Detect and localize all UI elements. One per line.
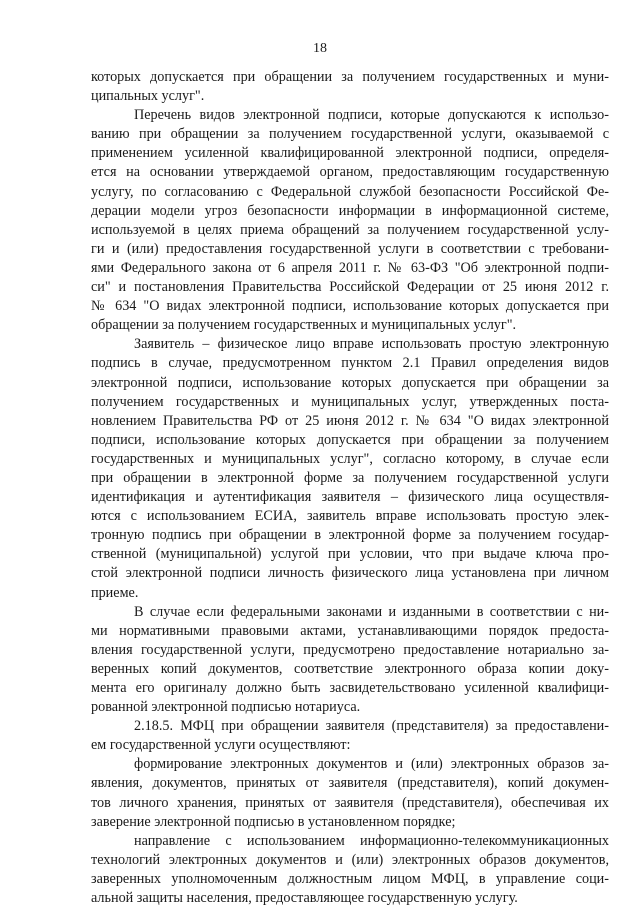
text-line: подписи, использование которых допускается при обращении за получением — [91, 431, 609, 448]
text-line: государственных и муниципальных услуг", согласно которому, в случае если — [91, 450, 609, 467]
text-line: ем государственной услуги осуществляют: — [91, 737, 351, 754]
text-line: технологий электронных документов и (или) электронных образов документов, — [91, 851, 609, 868]
text-line: тронную подпись при обращении в электронной форме за получением государ- — [91, 527, 609, 544]
text-line: подпись в случае, предусмотренном пунктом 2.1 Правил определения видов — [91, 355, 609, 372]
text-line: формирование электронных документов и (или) электронных образов за- — [134, 756, 609, 773]
text-line: ванию при обращении за получением государственной услуги, оказываемой с — [91, 126, 609, 143]
paragraph-sending-documents — [91, 832, 609, 908]
paragraph-notarized-copies — [91, 603, 609, 718]
text-line: приеме. — [91, 584, 139, 601]
text-line: ги и (или) предоставления государственной услуги в соответствии с требовани- — [91, 240, 609, 257]
paragraph-forming-documents — [91, 755, 609, 831]
text-line: си" и постановления Правительства Российской Федерации от 25 июня 2012 г. — [91, 279, 609, 296]
paragraph-simple-signature — [91, 335, 609, 602]
paragraph-continuation — [91, 68, 609, 106]
text-line: направление с использованием информационно-телекоммуникационных — [134, 832, 609, 849]
text-line: стой электронной подписи личность физического лица установлена при личном — [91, 565, 609, 582]
text-line: заверение электронной подписью в установленном порядке; — [91, 813, 456, 830]
paragraph-section-2-18-5 — [91, 717, 609, 755]
text-line: дерации модели угроз безопасности информации в информационной системе, — [91, 202, 609, 219]
page-number: 18 — [313, 41, 327, 56]
text-line: 2.18.5. МФЦ при обращении заявителя (представителя) за предоставлени- — [134, 718, 609, 735]
text-line: применением усиленной квалифицированной электронной подписи, определя- — [91, 145, 609, 162]
text-line: которых допускается при обращении за получением государственных и муни- — [91, 69, 609, 85]
text-line: ями Федерального закона от 6 апреля 2011 г. № 63-ФЗ "Об электронной подпи- — [91, 259, 609, 276]
text-line: ми нормативными правовыми актами, устанавливающими порядок предоста- — [91, 622, 609, 639]
text-line: ципальных услуг". — [91, 88, 205, 105]
text-line: используемой в целях приема обращений за получением государственной услу- — [91, 221, 609, 238]
text-line: новлением Правительства РФ от 25 июня 2012 г. № 634 "О видах электронной — [91, 412, 609, 429]
text-line: услугу, по согласованию с Федеральной службой безопасности Российской Фе- — [91, 183, 609, 200]
text-line: явления, документов, принятых от заявителя (представителя), копий докумен- — [91, 775, 609, 792]
paragraph-signature-types — [91, 106, 609, 335]
text-line: Перечень видов электронной подписи, которые допускаются к использо- — [134, 107, 609, 124]
text-line: тов личного хранения, принятых от заявителя (представителя), обеспечивая их — [91, 794, 609, 811]
document-body — [91, 68, 609, 908]
text-line: № 634 "О видах электронной подписи, использование которых допускается при — [91, 298, 609, 315]
text-line: альной защиты населения, предоставляющее государственную услугу. — [91, 890, 518, 907]
text-line: В случае если федеральными законами и изданными в соответствии с ни- — [134, 603, 609, 620]
text-line: при обращении в электронной форме за получением государственной услуги — [91, 469, 609, 486]
text-line: рованной электронной подписью нотариуса. — [91, 699, 361, 716]
text-line: Заявитель – физическое лицо вправе использовать простую электронную — [134, 336, 609, 353]
text-line: вления государственной услуги, предусмотрено предоставление нотариально за- — [91, 641, 609, 658]
text-line: веренных копий документов, соответствие электронного образа копии доку- — [91, 660, 609, 677]
text-line: идентификация и аутентификация заявителя – физического лица осуществля- — [91, 489, 609, 506]
text-line: ются с использованием ЕСИА, заявитель вправе использовать простую элек- — [91, 508, 609, 525]
text-line: получением государственных и муниципальных услуг, утвержденных поста- — [91, 393, 609, 410]
text-line: мента его оригиналу должно быть засвидетельствовано усиленной квалифици- — [91, 680, 609, 696]
text-line: обращении за получением государственных и муниципальных услуг". — [91, 317, 517, 334]
text-line: заверенных уполномоченным должностным лицом МФЦ, в управление соци- — [91, 870, 609, 887]
text-line: ется на основании утверждаемой органом, предоставляющим государственную — [91, 164, 609, 181]
text-line: электронной подписи, использование которых допускается при обращении за — [91, 374, 609, 391]
text-line: ственной (муниципальной) услугой при условии, что при выдаче ключа про- — [91, 546, 609, 563]
